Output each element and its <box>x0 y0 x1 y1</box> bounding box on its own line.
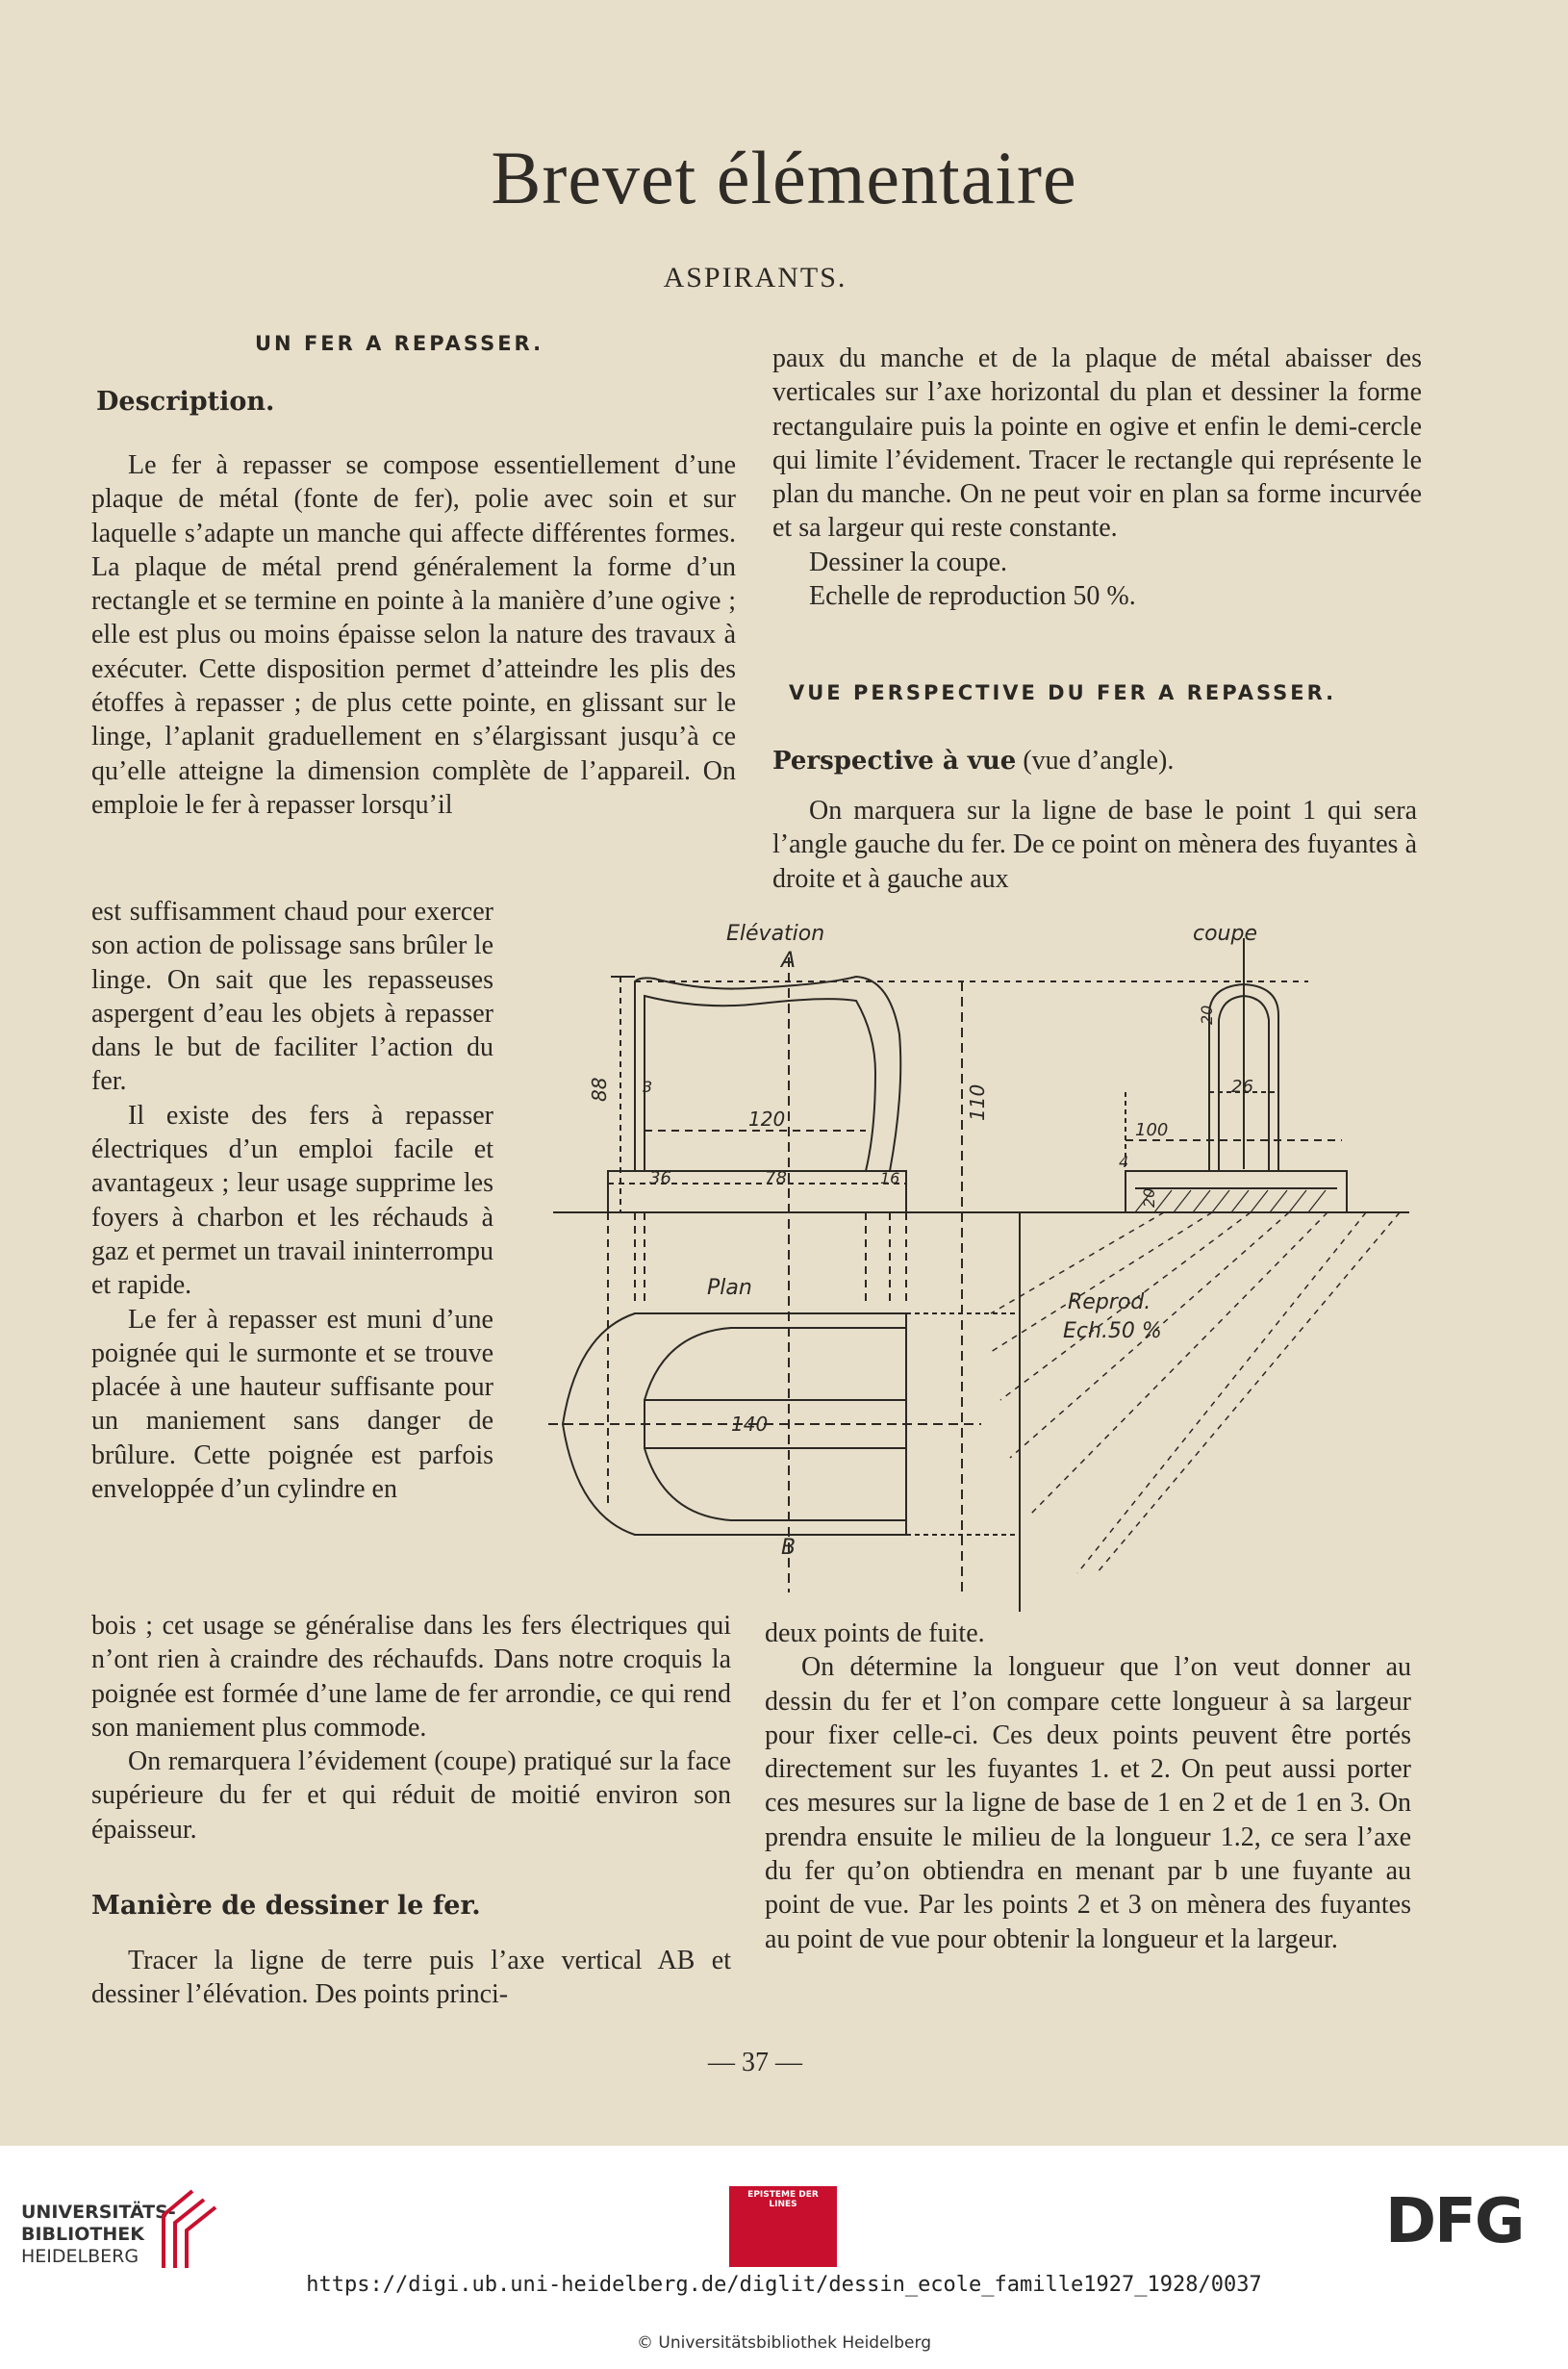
a-label: A <box>781 949 797 973</box>
page-title: Brevet élémentaire <box>491 136 1077 219</box>
scale-label: Ech.50 % <box>1063 1319 1162 1343</box>
copyright-notice: © Universitätsbibliothek Heidelberg <box>636 2333 931 2353</box>
dim-16: 16 <box>880 1169 900 1187</box>
page-number: — 37 — <box>708 2048 802 2077</box>
right-paragraph-1: paux du manche et de la plaque de métal abaisser des verticales sur l’axe horizontal du plan et dessiner la forme rectangulaire puis la pointe en ogive et enfin le demi-cercle qui limite l’évidement. Tracer le rectangle qui représente le plan du manche. On ne peut voir en plan sa forme incurvée et sa largeur qui reste constante. <box>772 344 1422 544</box>
perspective-heading-line <box>772 746 1174 777</box>
dim-140: 140 <box>731 1413 769 1436</box>
library-line-2: BIBLIOTHEK <box>21 2224 144 2245</box>
library-logo-icon <box>154 2186 221 2273</box>
iron-technical-drawing <box>539 919 1424 1612</box>
right-paragraph-5: deux points de fuite. <box>765 1618 985 1648</box>
dim-26: 26 <box>1231 1077 1253 1097</box>
paragraph-1: Le fer à repasser se compose essentiellement d’une plaque de métal (fonte de fer), polie avec soin et sur laquelle s’adapte un manche qui affecte différentes formes. La plaque de métal prend généralement la forme d’un rectangle et se termine en pointe à la manière d’une ogive ; elle est plus ou moins épaisse selon la nature des travaux à exécuter. Cette disposition permet d’atteindre les plis des étoffes à repasser ; de plus cette pointe, en glissant sur le linge, l’aplanit graduellement en s’élargissant jusqu’à ce qu’elle atteigne la dimension complète de l’appareil. On emploie le fer à repasser lorsqu’il <box>91 450 736 820</box>
elevation-label: Elévation <box>726 922 825 946</box>
maniere-heading: Manière de dessiner le fer. <box>91 1891 481 1921</box>
left-column-end <box>91 1944 731 2012</box>
left-column-narrow <box>91 895 493 1506</box>
dim-88: 88 <box>588 1077 611 1102</box>
dim-36: 36 <box>649 1168 671 1188</box>
paragraph-5: Tracer la ligne de terre puis l’axe vertical AB et dessiner l’élévation. Des points princi- <box>91 1946 731 2010</box>
dim-78: 78 <box>765 1168 787 1188</box>
paragraph-2: Il existe des fers à repasser électriques d’un emploi facile et avantageux ; leur usage supprime les foyers à charbon et les réchauds à gaz et permet un travail ininterrompu et rapide. <box>91 1100 493 1301</box>
permalink-url[interactable]: https://digi.ub.uni-heidelberg.de/diglit/dessin_ecole_famille1927_1928/0037 <box>306 2273 1262 2297</box>
b-label: B <box>781 1536 797 1560</box>
right-paragraph-3: Echelle de reproduction 50 %. <box>809 581 1136 612</box>
library-line-1: UNIVERSITÄTS- <box>21 2202 176 2223</box>
library-logo-text[interactable] <box>21 2202 176 2268</box>
right-paragraph-2: Dessiner la coupe. <box>809 547 1008 577</box>
badge-text: EPISTEME DER LINES <box>747 2190 819 2209</box>
perspective-heading: Perspective à vue <box>772 747 1017 776</box>
right-paragraph-6: On détermine la longueur que l’on veut donner au dessin du fer et l’on compare cette longueur à sa largeur pour fixer celle-ci. Ces deux points peuvent être portés directement sur les fuyantes 1. et 2. On peut aussi porter ces mesures sur la ligne de base de 1 en 2 et de 1 en 3. On prendra ensuite le milieu de la longueur 1.2, ce sera l’axe du fer qu’on obtiendra en menant par b une fuyante au point de vue. Par les points 2 et 3 on mènera des fuyantes au point de vue pour obtenir la longueur et la largeur. <box>765 1652 1411 1954</box>
partner-badge[interactable] <box>729 2186 837 2267</box>
dim-110: 110 <box>966 1083 989 1121</box>
right-column-bottom <box>765 1617 1411 1956</box>
page-subtitle: ASPIRANTS. <box>663 262 847 293</box>
left-column-wide <box>91 448 736 822</box>
paragraph-1-cont: est suffisamment chaud pour exercer son action de polissage sans brûler le linge. On sait que les repasseuses aspergent d’eau les objets à repasser dans le but de faciliter l’action du fer. <box>91 897 493 1097</box>
dim-20-top: 20 <box>1198 1005 1216 1025</box>
left-heading: UN FER A REPASSER. <box>255 332 544 355</box>
plan-label: Plan <box>707 1276 752 1300</box>
perspective-subheading: (vue d’angle). <box>1016 746 1175 776</box>
dim-20-base: 20 <box>1140 1187 1158 1208</box>
dim-120: 120 <box>748 1108 786 1131</box>
right-heading: VUE PERSPECTIVE DU FER A REPASSER. <box>789 681 1337 704</box>
description-heading: Description. <box>96 387 275 417</box>
right-paragraph-4: On marquera sur la ligne de base le point 1 qui sera l’angle gauche du fer. De ce point on mènera des fuyantes à droite et à gauche aux <box>772 796 1417 894</box>
dim-4: 4 <box>1119 1153 1129 1171</box>
left-column-bottom <box>91 1609 731 1847</box>
paragraph-3-cont: bois ; cet usage se généralise dans les fers électriques qui n’ont rien à craindre des réchaufds. Dans notre croquis la poignée est formée d’une lame de fer arrondie, ce qui rend son maniement plus commode. <box>91 1611 731 1743</box>
right-column-mid <box>772 794 1417 896</box>
paragraph-3: Le fer à repasser est muni d’une poignée qui le surmonte et se trouve placée à une hauteur suffisante pour un maniement sans danger de brûlure. Cette poignée est parfois enveloppée d’un cylindre en <box>91 1304 493 1505</box>
right-column-top <box>772 342 1422 613</box>
dim-3: 3 <box>643 1078 653 1096</box>
dfg-logo[interactable]: DFG <box>1385 2186 1524 2257</box>
library-line-3: HEIDELBERG <box>21 2246 139 2267</box>
dim-100: 100 <box>1135 1120 1169 1140</box>
coupe-label: coupe <box>1193 922 1257 946</box>
paragraph-4: On remarquera l’évidement (coupe) pratiqué sur la face supérieure du fer et qui réduit de moitié environ son épaisseur. <box>91 1746 731 1845</box>
reprod-label: Reprod. <box>1068 1290 1151 1314</box>
